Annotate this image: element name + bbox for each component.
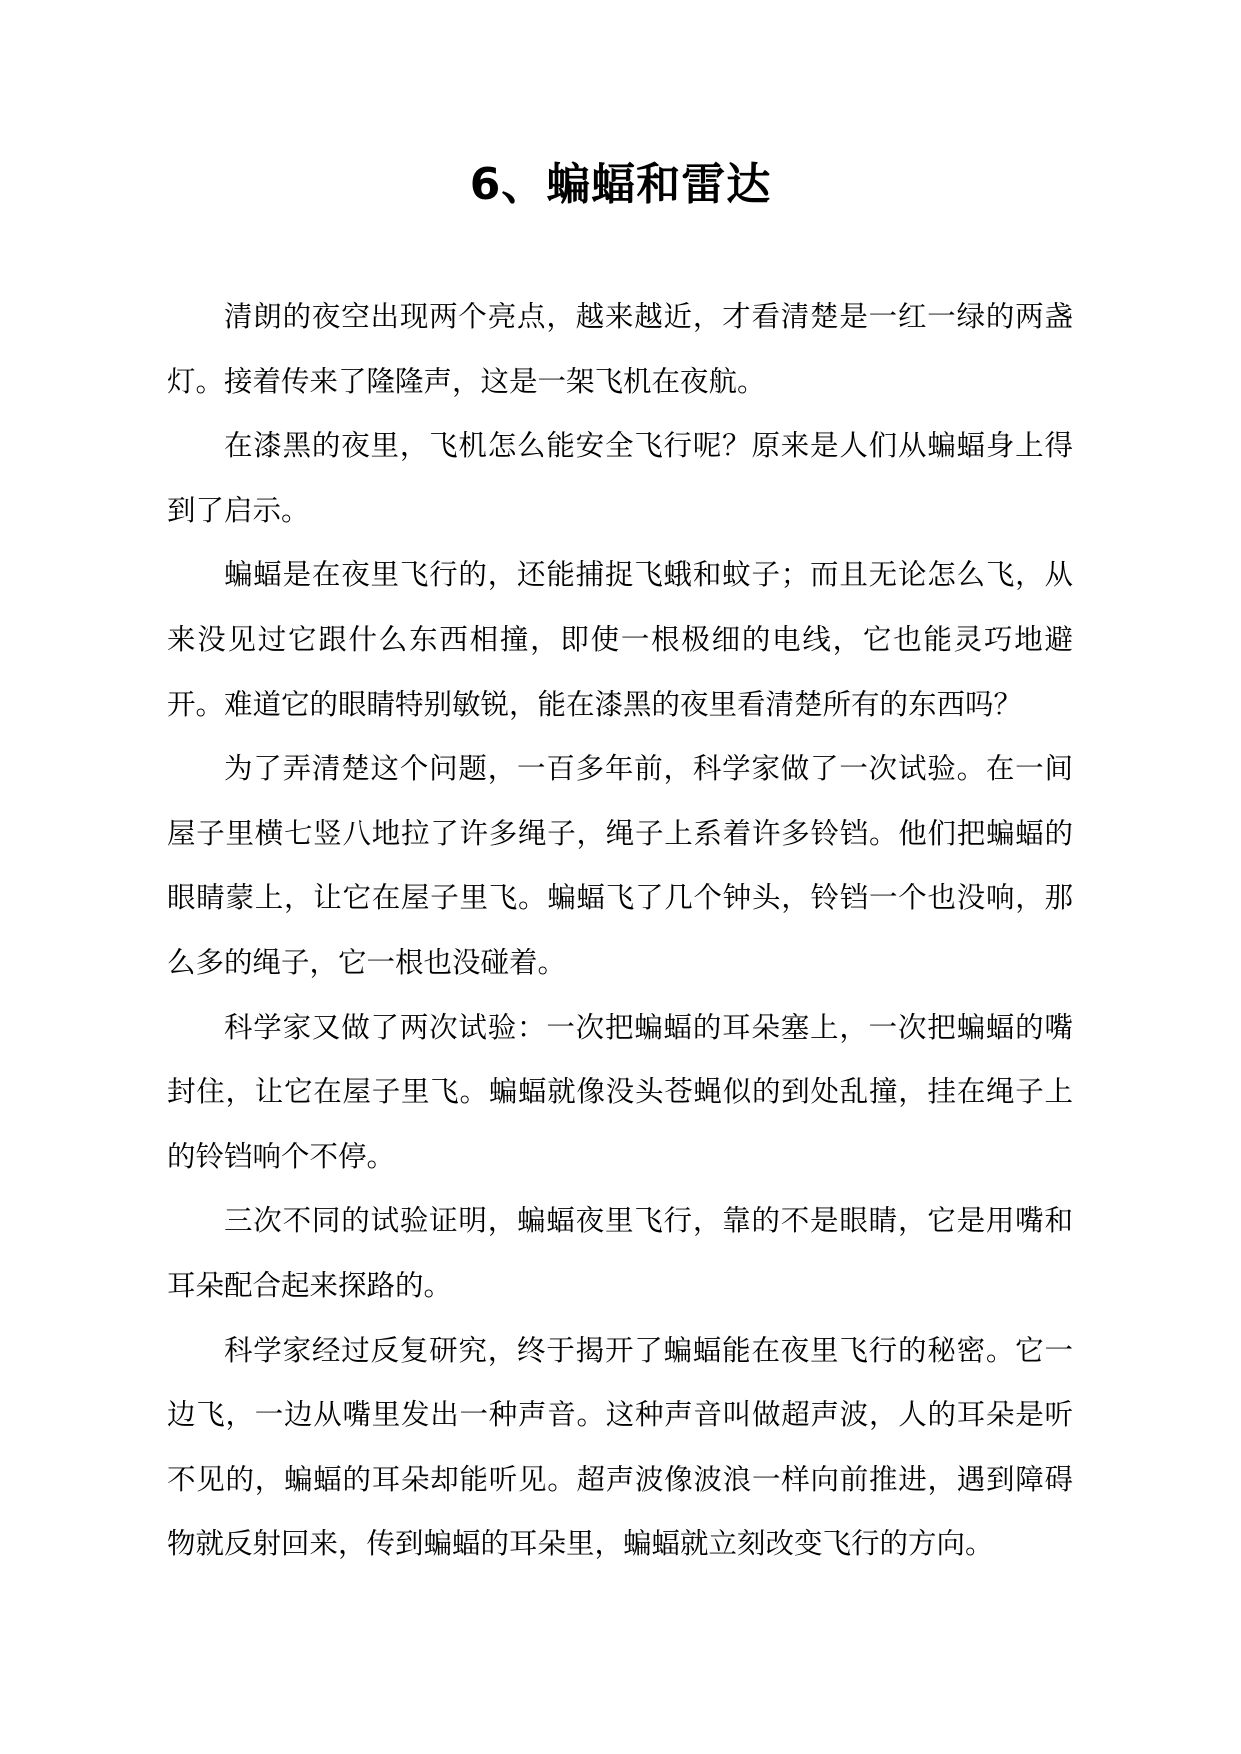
paragraph-1: 清朗的夜空出现两个亮点，越来越近，才看清楚是一红一绿的两盏灯。接着传来了隆隆声，这是一架飞机在夜航。 bbox=[167, 300, 1073, 398]
page-title: 6、蝙蝠和雷达 bbox=[469, 159, 772, 210]
paragraph-5: 科学家又做了两次试验：一次把蝙蝠的耳朵塞上，一次把蝙蝠的嘴封住，让它在屋子里飞。蝙蝠就像没头苍蝇似的到处乱撞，挂在绳子上的铃铛响个不停。 bbox=[167, 1010, 1073, 1173]
paragraph-4: 为了弄清楚这个问题，一百多年前，科学家做了一次试验。在一间屋子里横七竖八地拉了许多绳子，绳子上系着许多铃铛。他们把蝙蝠的眼睛蒙上，让它在屋子里飞。蝙蝠飞了几个钟头，铃铛一个也没响，那么多的绳子，它一根也没碰着。 bbox=[167, 752, 1073, 979]
paragraph-2: 在漆黑的夜里，飞机怎么能安全飞行呢？原来是人们从蝙蝠身上得到了启示。 bbox=[167, 429, 1073, 527]
document-body bbox=[167, 285, 1073, 1577]
paragraph-3: 蝙蝠是在夜里飞行的，还能捕捉飞蛾和蚊子；而且无论怎么飞，从来没见过它跟什么东西相撞，即使一根极细的电线，它也能灵巧地避开。难道它的眼睛特别敏锐，能在漆黑的夜里看清楚所有的东西吗？ bbox=[167, 558, 1073, 721]
paragraph-6: 三次不同的试验证明，蝙蝠夜里飞行，靠的不是眼睛，它是用嘴和耳朵配合起来探路的。 bbox=[167, 1204, 1073, 1302]
paragraph-7: 科学家经过反复研究，终于揭开了蝙蝠能在夜里飞行的秘密。它一边飞，一边从嘴里发出一种声音。这种声音叫做超声波，人的耳朵是听不见的，蝙蝠的耳朵却能听见。超声波像波浪一样向前推进，遇到障碍物就反射回来，传到蝙蝠的耳朵里，蝙蝠就立刻改变飞行的方向。 bbox=[167, 1333, 1073, 1561]
